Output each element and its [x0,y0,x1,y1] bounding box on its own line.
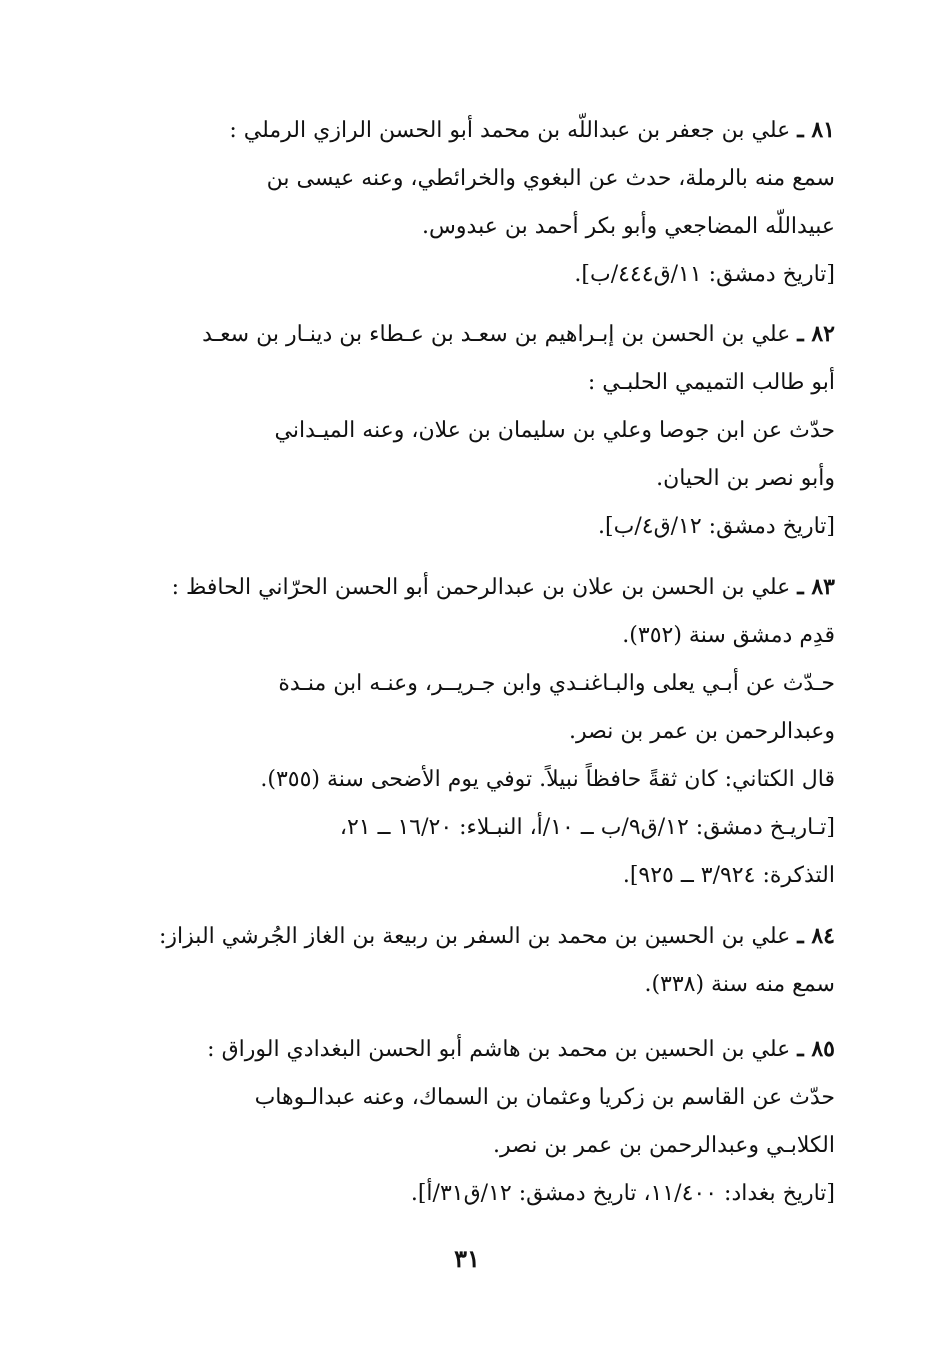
entry-line: سمع منه بالرملة، حدث عن البغوي والخرائطي، وعنه عيسى بن [266,166,835,191]
entry-number: ٨٣ ـ [797,574,835,600]
entry-heading [135,912,835,961]
entry-82 [135,310,835,551]
entry-line: وأبو نصر بن الحيان. [656,466,835,491]
entry-number: ٨١ ـ [797,117,835,143]
entry-head-text: علي بن الحسين بن محمد بن هاشم أبو الحسن البغدادي الوراق : [207,1037,791,1062]
entry-heading [135,106,835,155]
entry-line: عبيداللّه المضاجعي وأبو بكر أحمد بن عبدوس. [422,214,835,239]
entry-head-text: علي بن الحسين بن محمد بن السفر بن ربيعة بن الغاز الجُرشي البزاز: [159,924,791,949]
entry-line: قدِم دمشق سنة (٣٥٢). [622,623,835,648]
entry-line: الكلابـي وعبدالرحمن بن عمر بن نصر. [493,1133,835,1158]
entry-81 [135,106,835,299]
entry-83 [135,563,835,900]
entry-line: حدّث عن ابن جوصا وعلي بن سليمان بن علان، وعنه الميـداني [274,418,835,443]
entry-line: أبو طالب التميمي الحلبـي : [587,370,835,395]
entry-84 [135,912,835,1009]
entry-line: حدّث عن القاسم بن زكريا وعثمان بن السماك، وعنه عبدالـوهاب [254,1085,835,1110]
entry-line: سمع منه سنة (٣٣٨). [644,972,835,997]
entry-source: التذكرة: ٣/٩٢٤ ــ ٩٢٥]. [622,863,835,888]
entry-number: ٨٢ ـ [797,321,835,347]
entry-85 [135,1025,835,1218]
page-number: ٣١ [454,1244,480,1273]
entry-head-text: علي بن جعفر بن عبداللّه بن محمد أبو الحسن الرازي الرملي : [229,118,791,143]
entry-source: [تـاريـخ دمشق: ١٢/ق٩/ب ــ ١٠/أ، النبـلاء: ١٦/٢٠ ــ ٢١، [339,815,835,840]
entry-line: حـدّث عن أبـي يعلى والبـاغنـدي وابن جـريــر، وعنـه ابن منـدة [278,671,835,696]
entry-source: [تاريخ بغداد: ١١/٤٠٠، تاريخ دمشق: ١٢/ق٣١/أ]. [410,1181,835,1206]
entry-heading [135,1025,835,1074]
entry-head-text: علي بن الحسن بن علان بن عبدالرحمن أبو الحسن الحرّاني الحافظ : [171,575,791,600]
entry-line: قال الكتاني: كان ثقةً حافظاً نبيلاً. توفي يوم الأضحى سنة (٣٥٥). [260,767,835,792]
entry-source: [تاريخ دمشق: ١٢/ق٤/ب]. [598,514,835,539]
entry-heading [135,310,835,359]
entry-head-text: علي بن الحسن بن إبـراهيم بن سعـد بن عـطاء بن دينـار بن سعـد [202,322,791,347]
entry-source: [تاريخ دمشق: ١١/ق٤٤٤/ب]. [574,262,835,287]
entry-heading [135,563,835,612]
entry-line: وعبدالرحمن بن عمر بن نصر. [569,719,835,744]
entry-number: ٨٥ ـ [797,1036,835,1062]
entry-number: ٨٤ ـ [797,923,835,949]
